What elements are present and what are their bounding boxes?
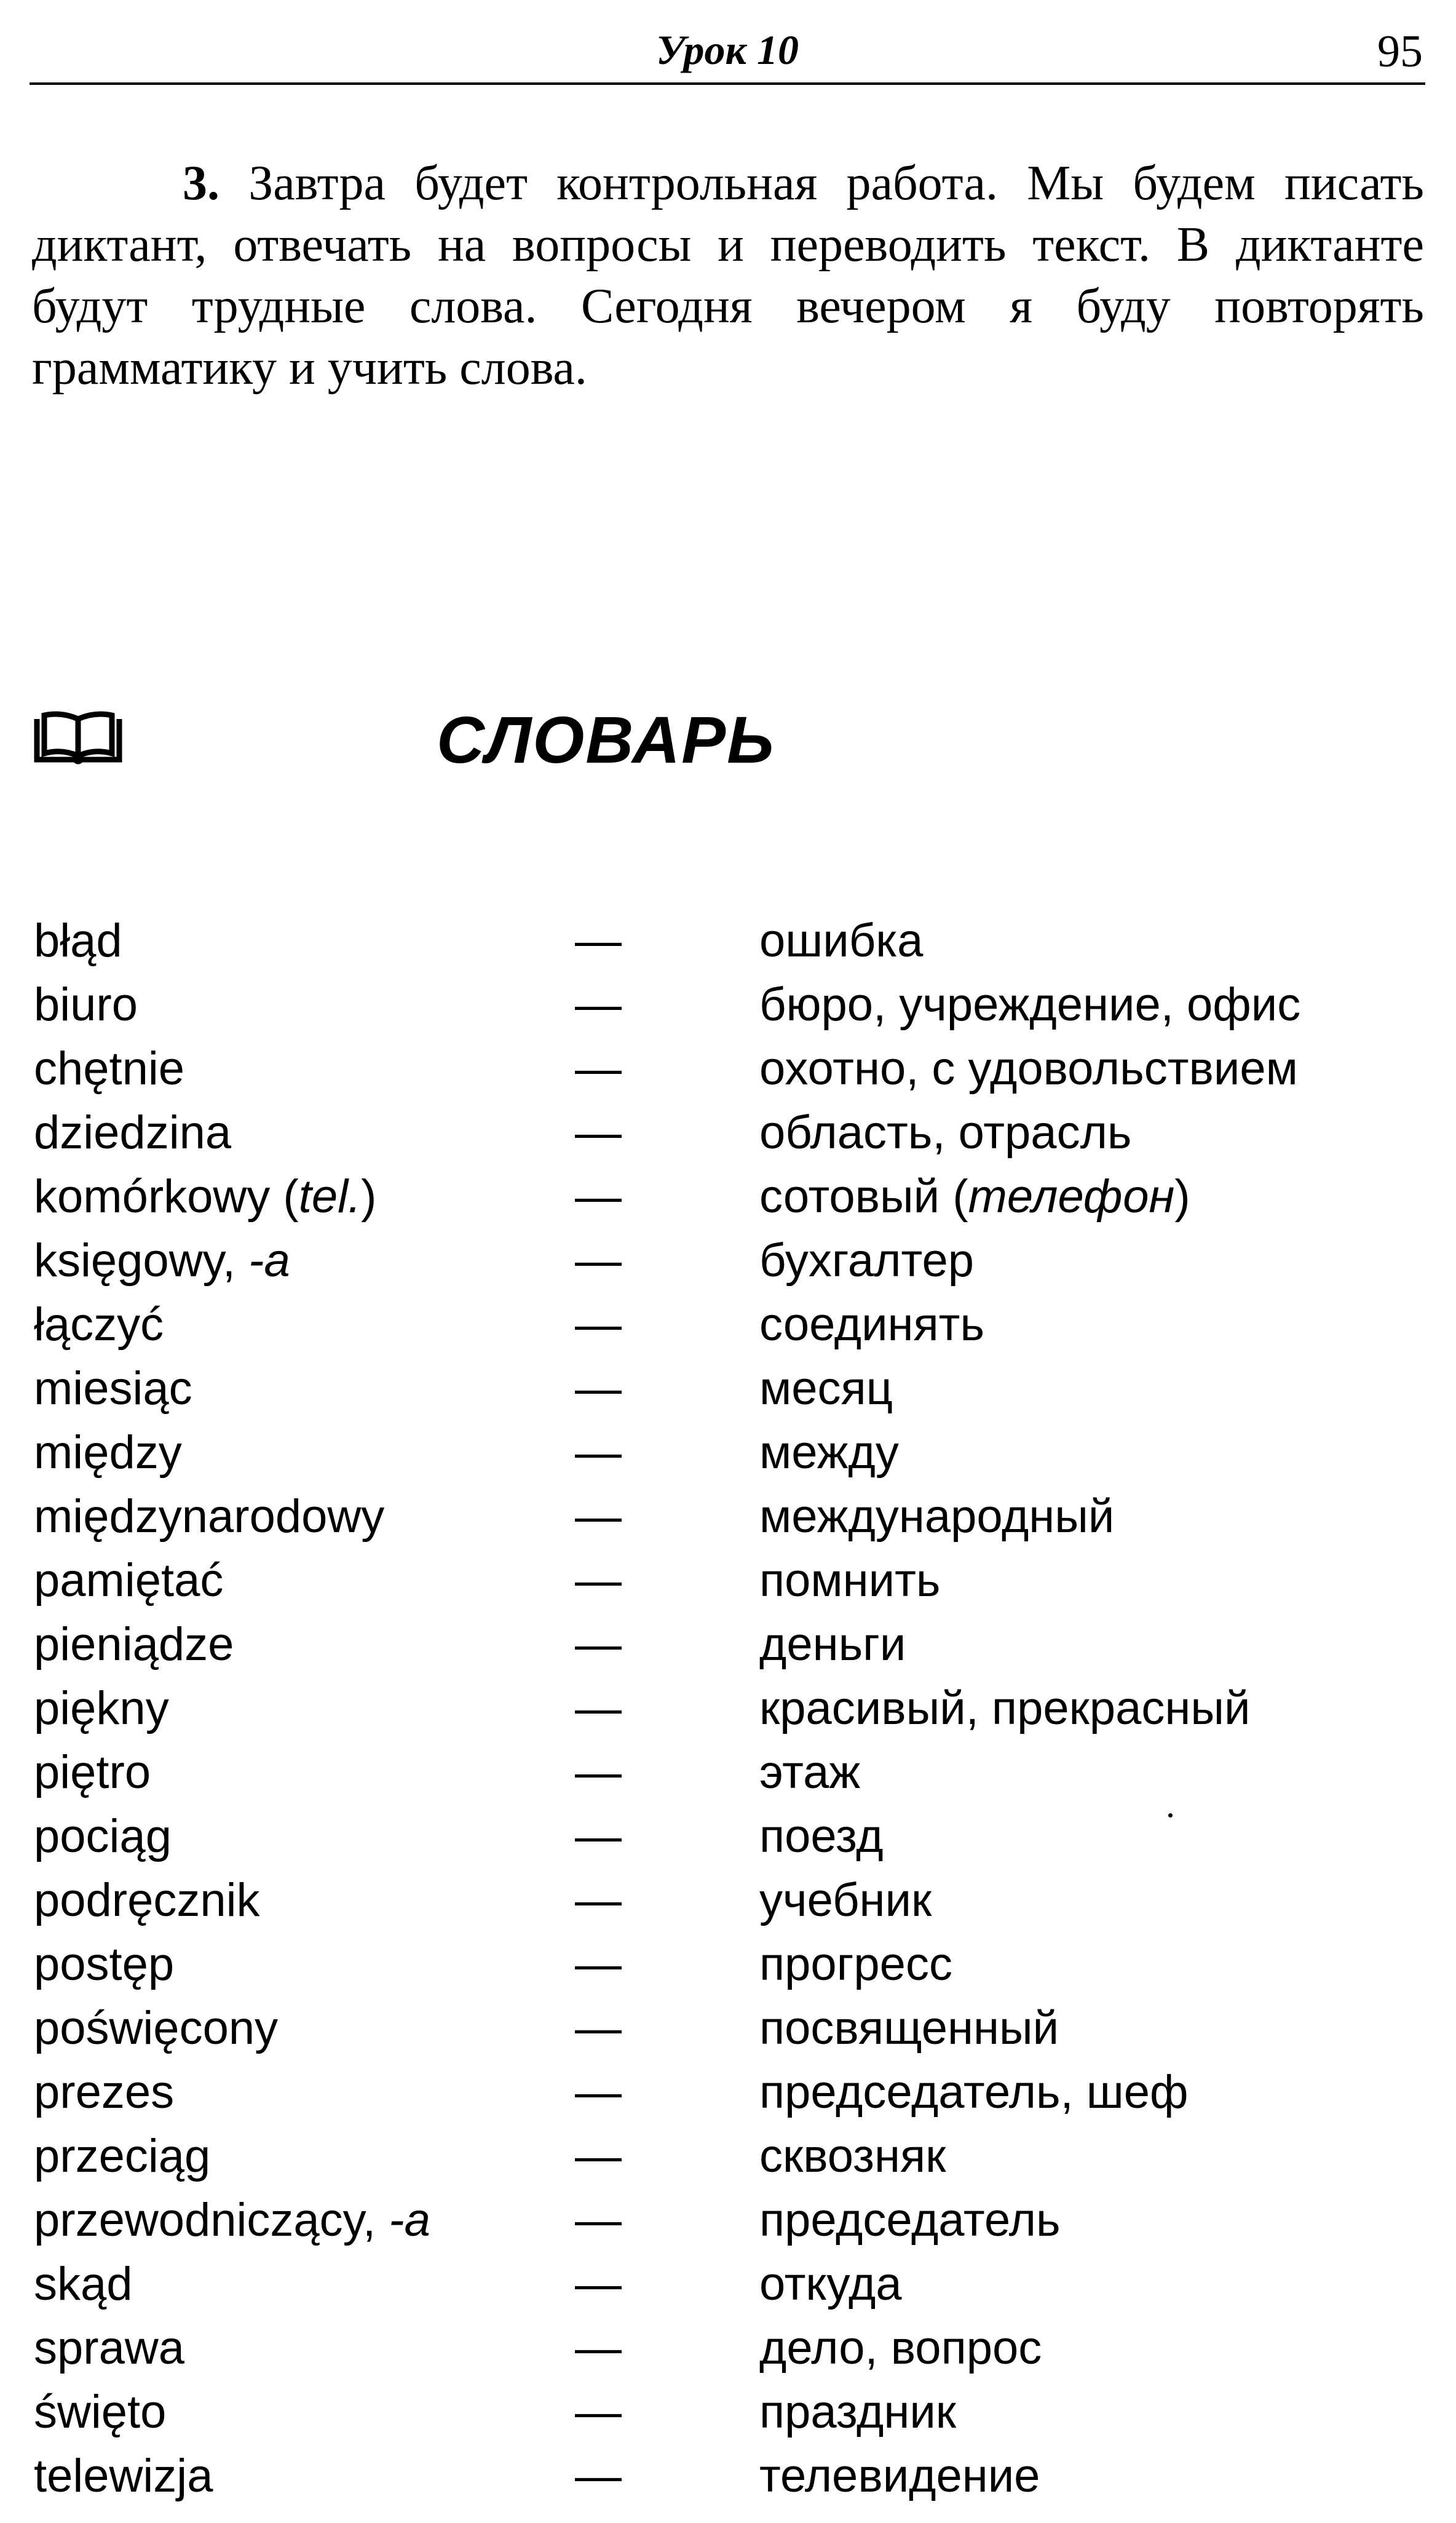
page-header xyxy=(30,20,1425,85)
entry-separator: — xyxy=(575,1490,622,1543)
russian-translation: прогресс xyxy=(759,1938,952,1990)
vocab-entry xyxy=(34,1933,1423,1997)
russian-translation: откуда xyxy=(759,2258,902,2310)
polish-word: pociąg xyxy=(34,1810,172,1862)
entry-separator: — xyxy=(575,1170,622,1223)
exercise-text: Завтра будет контрольная работа. Мы будем писать диктант, отвечать на вопросы и переводить текст. В диктанте будут трудные слова. Сегодня вечером я буду повторять грамматику и учить слова. xyxy=(32,156,1425,395)
chapter-title: Урок 10 xyxy=(655,26,799,73)
entry-separator: — xyxy=(575,1298,622,1351)
vocab-entry xyxy=(34,1549,1423,1613)
vocab-entry xyxy=(34,2316,1423,2380)
russian-translation: поезд xyxy=(759,1810,884,1862)
exercise-number: 3. xyxy=(183,156,220,210)
entry-separator: — xyxy=(575,1107,622,1159)
vocab-entry xyxy=(34,1293,1423,1357)
exercise-paragraph xyxy=(32,153,1424,399)
polish-word: miesiąc xyxy=(34,1362,192,1415)
vocab-entry xyxy=(34,1485,1423,1549)
polish-word: święto xyxy=(34,2386,167,2438)
russian-translation: бухгалтер xyxy=(759,1234,975,1287)
entry-separator: — xyxy=(575,1234,622,1287)
vocab-entry xyxy=(34,1037,1423,1101)
vocab-entry xyxy=(34,1677,1423,1741)
polish-word: przeciąg xyxy=(34,2130,211,2182)
vocab-entry xyxy=(34,2124,1423,2188)
russian-translation: международный xyxy=(759,1490,1115,1543)
russian-translation: соединять xyxy=(759,1298,985,1351)
vocab-entry xyxy=(34,1741,1423,1805)
entry-separator: — xyxy=(575,2386,622,2438)
polish-word: sprawa xyxy=(34,2322,184,2374)
vocab-entry xyxy=(34,1101,1423,1165)
polish-word: błąd xyxy=(34,915,122,967)
polish-word: łączyć xyxy=(34,1298,164,1351)
polish-word: międzynarodowy xyxy=(34,1490,385,1543)
polish-word: piękny xyxy=(34,1682,169,1734)
entry-separator: — xyxy=(575,2194,622,2246)
russian-translation: бюро, учреждение, офис xyxy=(759,979,1301,1031)
polish-word: poświęcony xyxy=(34,2002,279,2054)
entry-separator: — xyxy=(575,1746,622,1798)
russian-translation: красивый, прекрасный xyxy=(759,1682,1251,1734)
vocab-entry xyxy=(34,1997,1423,2060)
vocab-entry xyxy=(34,1165,1423,1229)
vocab-entry xyxy=(34,1805,1423,1869)
vocabulary-list xyxy=(34,909,1423,2508)
russian-translation: помнить xyxy=(759,1554,941,1607)
entry-separator: — xyxy=(575,2450,622,2502)
russian-translation: деньги xyxy=(759,1618,906,1671)
russian-translation: учебник xyxy=(759,1874,932,1926)
entry-separator: — xyxy=(575,1043,622,1095)
polish-word: pieniądze xyxy=(34,1618,234,1671)
russian-translation: между xyxy=(759,1426,899,1479)
vocab-entry xyxy=(34,1229,1423,1293)
russian-translation: телевидение xyxy=(759,2450,1040,2502)
russian-translation: охотно, с удовольствием xyxy=(759,1043,1298,1095)
entry-separator: — xyxy=(575,2258,622,2310)
russian-translation: праздник xyxy=(759,2386,957,2438)
entry-separator: — xyxy=(575,2322,622,2374)
vocab-entry xyxy=(34,1613,1423,1677)
russian-translation: сотовый (телефон) xyxy=(759,1170,1190,1223)
entry-separator: — xyxy=(575,2002,622,2054)
polish-word: piętro xyxy=(34,1746,151,1798)
entry-separator: — xyxy=(575,1874,622,1926)
vocab-entry xyxy=(34,2252,1423,2316)
polish-word: chętnie xyxy=(34,1043,185,1095)
vocab-entry xyxy=(34,2444,1423,2508)
entry-separator: — xyxy=(575,1426,622,1479)
russian-translation: ошибка xyxy=(759,915,924,967)
polish-word: dziedzina xyxy=(34,1107,232,1159)
polish-word: komórkowy (tel.) xyxy=(34,1170,377,1223)
polish-word: prezes xyxy=(34,2066,175,2118)
russian-translation: этаж xyxy=(759,1746,861,1798)
polish-word: telewizja xyxy=(34,2450,213,2502)
russian-translation: председатель xyxy=(759,2194,1061,2246)
entry-separator: — xyxy=(575,1554,622,1607)
vocab-entry xyxy=(34,909,1423,973)
russian-translation: месяц xyxy=(759,1362,893,1415)
print-speck xyxy=(1168,1813,1173,1818)
vocab-entry xyxy=(34,973,1423,1037)
russian-translation: сквозняк xyxy=(759,2130,946,2182)
russian-translation: посвященный xyxy=(759,2002,1059,2054)
vocab-entry xyxy=(34,1357,1423,1421)
entry-separator: — xyxy=(575,915,622,967)
entry-separator: — xyxy=(575,979,622,1031)
russian-translation: область, отрасль xyxy=(759,1107,1132,1159)
polish-word: pamiętać xyxy=(34,1554,224,1607)
polish-word: biuro xyxy=(34,979,138,1031)
vocab-entry xyxy=(34,1869,1423,1933)
entry-separator: — xyxy=(575,1938,622,1990)
vocab-entry xyxy=(34,1421,1423,1485)
vocab-entry xyxy=(34,2380,1423,2444)
polish-word: księgowy, -a xyxy=(34,1234,290,1287)
entry-separator: — xyxy=(575,1682,622,1734)
dictionary-title: СЛОВАРЬ xyxy=(437,702,775,777)
russian-translation: председатель, шеф xyxy=(759,2066,1189,2118)
page-number: 95 xyxy=(1377,26,1423,77)
vocab-entry xyxy=(34,2060,1423,2124)
polish-word: przewodniczący, -a xyxy=(34,2194,430,2246)
russian-translation: дело, вопрос xyxy=(759,2322,1042,2374)
open-book-icon xyxy=(32,710,124,766)
polish-word: podręcznik xyxy=(34,1874,260,1926)
polish-word: skąd xyxy=(34,2258,133,2310)
polish-word: między xyxy=(34,1426,182,1479)
polish-word: postęp xyxy=(34,1938,175,1990)
entry-separator: — xyxy=(575,2130,622,2182)
entry-separator: — xyxy=(575,1810,622,1862)
entry-separator: — xyxy=(575,1618,622,1671)
vocab-entry xyxy=(34,2188,1423,2252)
entry-separator: — xyxy=(575,2066,622,2118)
entry-separator: — xyxy=(575,1362,622,1415)
